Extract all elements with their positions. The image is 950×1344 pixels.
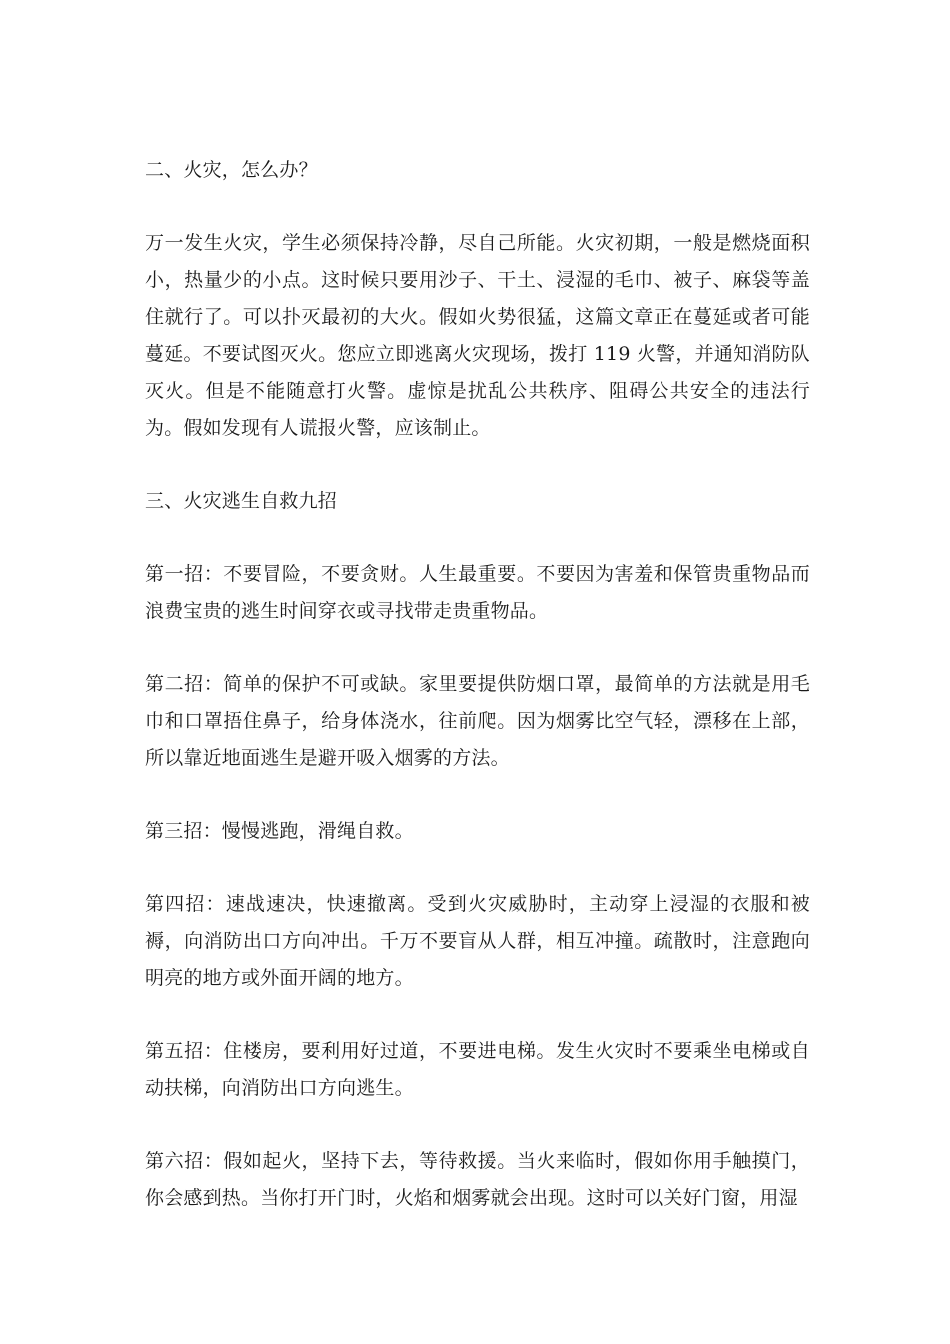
paragraph-tip-4: 第四招：速战速决，快速撤离。受到火灾威胁时，主动穿上浸湿的衣服和被褥，向消防出口方向冲出。千万不要盲从人群，相互冲撞。疏散时，注意跑向明亮的地方或外面开阔的地方。 [145, 893, 810, 989]
paragraph-tip-2: 第二招：简单的保护不可或缺。家里要提供防烟口罩，最简单的方法就是用毛巾和口罩捂住鼻子，给身体浇水，往前爬。因为烟雾比空气轻，漂移在上部，所以靠近地面逃生是避开吸入烟雾的方法。 [145, 673, 810, 769]
paragraph-tip-5: 第五招：住楼房，要利用好过道，不要进电梯。发生火灾时不要乘坐电梯或自动扶梯，向消防出口方向逃生。 [145, 1040, 810, 1099]
paragraph-tip-1: 第一招：不要冒险，不要贪财。人生最重要。不要因为害羞和保管贵重物品而浪费宝贵的逃生时间穿衣或寻找带走贵重物品。 [145, 563, 810, 622]
paragraph-fire-response: 万一发生火灾，学生必须保持冷静，尽自己所能。火灾初期，一般是燃烧面积小，热量少的小点。这时候只要用沙子、干土、浸湿的毛巾、被子、麻袋等盖住就行了。可以扑灭最初的大火。假如火势很猛，这篇文章正在蔓延或者可能蔓延。不要试图灭火。您应立即逃离火灾现场，拨打 119 火警，并通知消防队灭火。但是不能随意打火警。虚惊是扰乱公共秩序、阻碍公共安全的违法行为。假如发现有人谎报火警，应该制止。 [145, 232, 810, 439]
paragraph-tip-6: 第六招：假如起火，坚持下去，等待救援。当火来临时，假如你用手触摸门，你会感到热。当你打开门时，火焰和烟雾就会出现。这时可以关好门窗，用湿 [145, 1150, 810, 1209]
section-heading-fire-response: 二、火灾，怎么办？ [145, 159, 318, 181]
paragraph-tip-3: 第三招：慢慢逃跑，滑绳自救。 [145, 820, 414, 842]
section-heading-escape-tips: 三、火灾逃生自救九招 [145, 490, 338, 512]
document-body [145, 152, 810, 1253]
